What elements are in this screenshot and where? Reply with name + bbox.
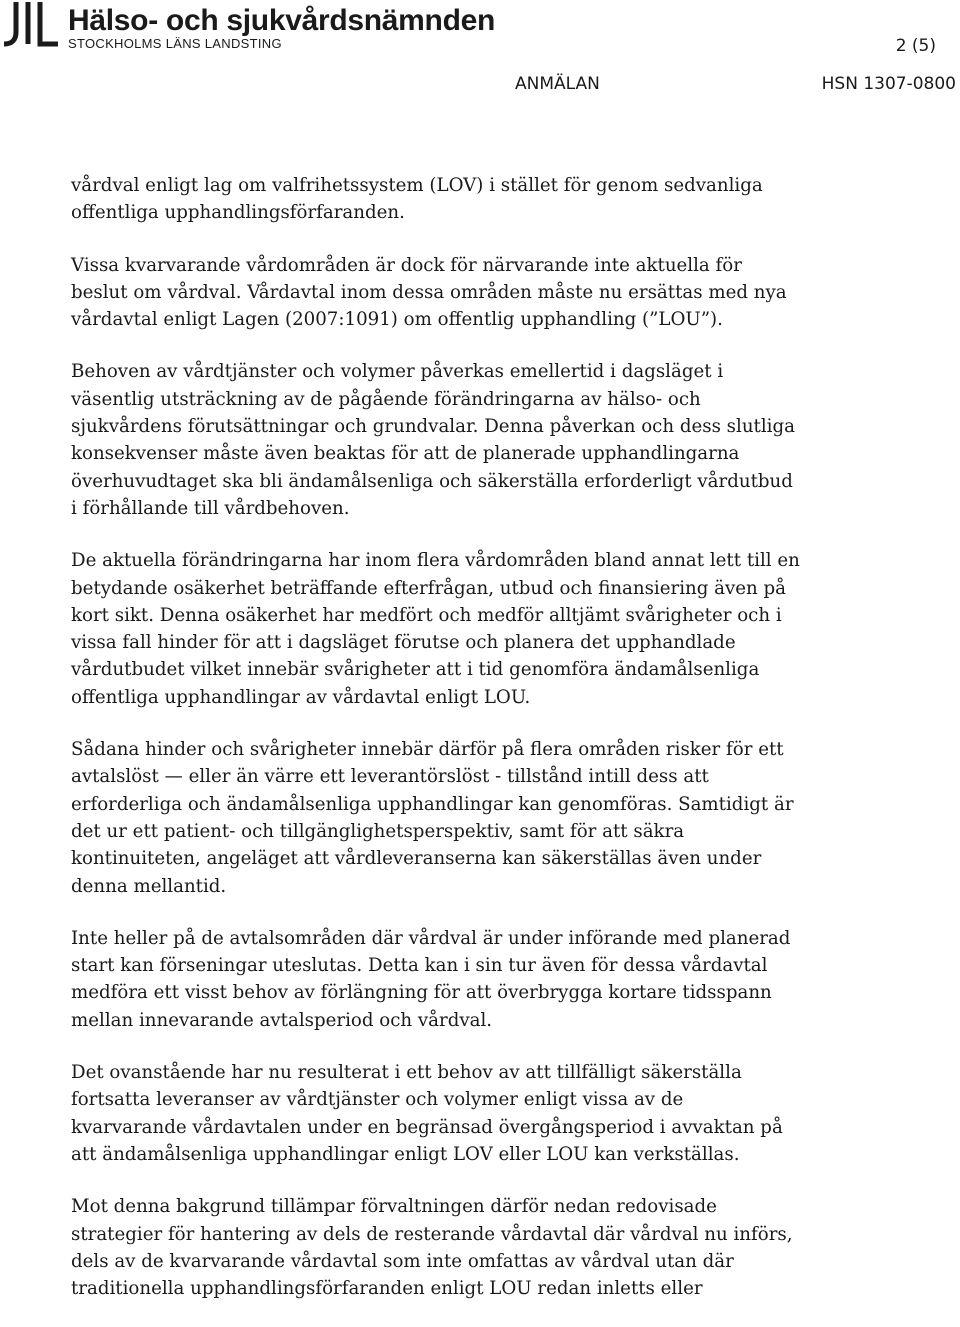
paragraph: De aktuella förändringarna har inom flera vårdområden bland annat lett till en betydande osäkerhet beträffande efterfrågan, utbud och finansiering även på kort sikt. Denna osäkerhet har medfört och medför alltjämt svårigheter och i vissa fall hinder för att i dagsläget förutse och planera det upphandlade vårdutbudet vilket innebär svårigheter att i tid genomföra ändamålsenliga offentliga upphandlingar av vårdavtal enligt LOU.	[71, 550, 800, 708]
document-id: HSN 1307-0800	[821, 74, 956, 94]
paragraph: Mot denna bakgrund tillämpar förvaltningen därför nedan redovisade strategier för hantering av dels de resterande vårdavtal där vårdval nu införs, dels av de kvarvarande vårdavtal som inte omfattas av vårdval utan där traditionella upphandlingsförfaranden enligt LOU redan inletts eller	[71, 1196, 793, 1300]
paragraph: Det ovanstående har nu resulterat i ett behov av att tillfälligt säkerställa fortsatta leveranser av vårdtjänster och volymer enligt vissa av de kvarvarande vårdavtalen under en begränsad övergångsperiod i avvaktan på att ändamålsenliga upphandlingar enligt LOV eller LOU kan verkställas.	[71, 1062, 783, 1165]
paragraph: vårdval enligt lag om valfrihetssystem (LOV) i stället för genom sedvanliga offentliga upphandlingsförfaranden.	[71, 175, 763, 224]
paragraph: Sådana hinder och svårigheter innebär därför på flera områden risker för ett avtalslöst — eller än värre ett leverantörslöst - tillstånd intill dess att erforderliga och ändamålsenliga upphandlingar kan genomföras. Samtidigt är det ur ett patient- och tillgänglighetsperspektiv, samt för att säkra kontinuiteten, angeläget att vårdleveranserna kan säkerställas även under denna mellantid.	[71, 739, 794, 897]
page-number: 2 (5)	[895, 36, 936, 56]
paragraph: Behoven av vårdtjänster och volymer påverkas emellertid i dagsläget i väsentlig utsträckning av de pågående förändringarna av hälso- och sjukvårdens förutsättningar och grundvalar. Denna påverkan och dess slutliga konsekvenser måste även beaktas för att de planerade upphandlingarna överhuvudtaget ska bli ändamålsenliga och säkerställa erforderligt vårdutbud i förhållande till vårdbehoven.	[71, 361, 795, 519]
sll-logo-icon	[2, 2, 58, 48]
document-body	[71, 172, 801, 1327]
document-type: ANMÄLAN	[515, 74, 600, 94]
paragraph: Vissa kvarvarande vårdområden är dock för närvarande inte aktuella för beslut om vårdval. Vårdavtal inom dessa områden måste nu ersättas med nya vårdavtal enligt Lagen (2007:1091) om offentlig upphandling (”LOU”).	[71, 254, 787, 331]
paragraph: Inte heller på de avtalsområden där vårdval är under införande med planerad start kan förseningar uteslutas. Detta kan i sin tur även för dessa vårdavtal medföra ett visst behov av förlängning för att överbrygga kortare tidsspann mellan innevarande avtalsperiod och vårdval.	[71, 927, 791, 1031]
org-subtitle: STOCKHOLMS LÄNS LANDSTING	[68, 36, 282, 51]
org-name: Hälso- och sjukvårdsnämnden	[68, 4, 496, 37]
